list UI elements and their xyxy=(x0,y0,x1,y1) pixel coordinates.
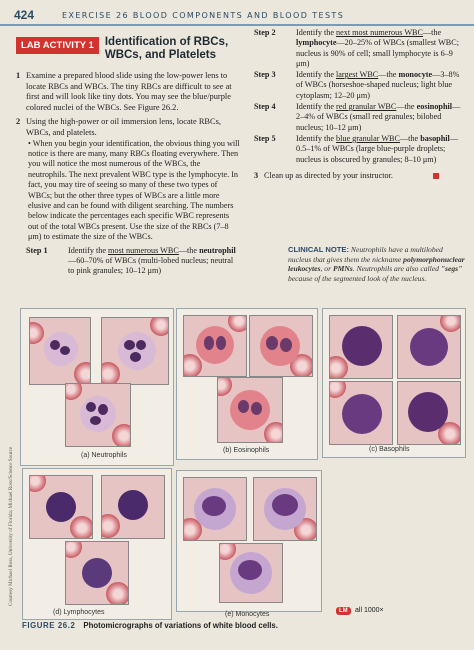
neutrophil-photo xyxy=(101,317,169,385)
substep-label: Step 4 xyxy=(254,102,276,112)
magnification: all 1000× xyxy=(355,607,384,614)
substep-5 xyxy=(254,134,466,165)
header-rule xyxy=(0,24,474,26)
substep-2 xyxy=(254,28,466,69)
substep-text: Identify the red granular WBC—the eosinophil—2–4% of WBCs (small red granules; bilobed nucleus; 10–12 μm) xyxy=(296,102,461,132)
basophil-photo xyxy=(329,315,393,379)
lab-activity-badge: LAB ACTIVITY 1 xyxy=(16,37,99,54)
substep-label: Step 5 xyxy=(254,133,276,143)
lab-activity-heading xyxy=(16,36,241,62)
step-2 xyxy=(16,117,241,138)
clinical-note: CLINICAL NOTE: Neutrophils have a multilobed nucleus that gives them the nickname polymorphonuclear leukocytes, or PMNs. Neutrophils are also called "segs" because of the segmented look of the nucleus. xyxy=(288,245,465,283)
step-text: Examine a prepared blood slide using the low-power lens to locate RBCs and WBCs. The tiny RBCs are difficult to see at first and will look like tiny dots. You may see the blue/purple colored nuclei of the WBCs. See Figure 26.2. xyxy=(26,71,232,112)
panel-caption: (e) Monocytes xyxy=(225,611,270,618)
lymphocyte-photo xyxy=(29,475,93,539)
right-column xyxy=(254,28,466,181)
substep-label: Step 1 xyxy=(26,245,48,255)
lymphocyte-photo xyxy=(65,541,129,605)
step-1 xyxy=(16,71,241,113)
eosinophil-photo xyxy=(249,315,313,377)
photo-credit: Courtesy Michael Ross, University of Florida; Michael Ross/Science Source xyxy=(8,446,14,606)
substep-3 xyxy=(254,70,466,101)
step-text: Clean up as directed by your instructor. xyxy=(264,170,393,180)
eosinophil-photo xyxy=(217,377,283,443)
step-3 xyxy=(254,171,466,182)
panel-caption: (b) Eosinophils xyxy=(223,447,270,454)
eosinophil-photo xyxy=(183,315,247,377)
panel-lymphocytes xyxy=(22,468,172,620)
basophil-photo xyxy=(329,381,393,445)
step-number: 2 xyxy=(16,117,21,127)
panel-caption: (a) Neutrophils xyxy=(81,452,127,459)
substep-label: Step 2 xyxy=(254,28,276,37)
substep-4 xyxy=(254,102,466,133)
substep-text: Identify the blue granular WBC—the basophil—0.5–1% of WBCs (large blue-purple droplets; nucleus is obscured by granules; 8–10 μm) xyxy=(296,133,459,164)
figure-caption xyxy=(22,621,278,630)
figure-label: FIGURE 26.2 xyxy=(22,621,76,630)
bullet-text: When you begin your identification, the obvious thing you will notice is there are many, many RBCs floating everywhere. Then you will notice the most numerous of the WBCs, the neutrophils. The next prevalent WBC type is the lymphocyte. In fact, you may tire of seeing so many of these two types of WBCs; but the other three types of WBCs are a little more elusive and can be found with diligent searching. The numbers below indicate the percentages each specific WBC represents out of the total WBCs present. Use the size of the RBCs (7–8 μm) to estimate the size of the WBCs. xyxy=(28,138,240,242)
panel-neutrophils xyxy=(20,308,174,466)
lm-badge: LM xyxy=(336,607,351,615)
panel-caption: (c) Basophils xyxy=(369,446,410,453)
step-number: 3 xyxy=(254,170,259,180)
left-column xyxy=(16,36,241,277)
identification-bullet: • When you begin your identification, the obvious thing you will notice is there are many, many RBCs floating everywhere. Then you will notice the most numerous of the WBCs, the neutrophils. The next prevalent WBC type is the lymphocyte. In fact, you may tire of seeing so many of these two types of WBCs; but the other three types of WBCs are a little more elusive and can be found with diligent searching. The numbers below indicate the percentages each specific WBC represents out of the total WBCs present. Use the size of the RBCs (7–8 μm) to estimate the size of the WBCs. xyxy=(28,138,240,242)
substep-text: Identify the most numerous WBC—the neutrophil—60–70% of WBCs (multi-lobed nucleus; neutral to pink granules; 10–12 μm) xyxy=(68,245,236,276)
neutrophil-photo xyxy=(65,383,131,447)
page-header xyxy=(0,0,474,30)
step-number: 1 xyxy=(16,71,21,80)
substep-1 xyxy=(26,246,241,277)
basophil-photo xyxy=(397,315,461,379)
substep-text: Identify the largest WBC—the monocyte—3–8% of WBCs (horseshoe-shaped nucleus; light blue cytoplasm; 12–20 μm) xyxy=(296,70,460,100)
monocyte-photo xyxy=(253,477,317,541)
substep-label: Step 3 xyxy=(254,70,276,80)
panel-basophils xyxy=(322,308,466,458)
lymphocyte-photo xyxy=(101,475,165,539)
panel-caption: (d) Lymphocytes xyxy=(53,609,105,616)
neutrophil-photo xyxy=(29,317,91,385)
figure-caption-text: Photomicrographs of variations of white blood cells. xyxy=(83,621,278,630)
clinical-note-label: CLINICAL NOTE: xyxy=(288,245,350,254)
substep-text: Identify the next most numerous WBC—the lymphocyte—20–25% of WBCs (smallest WBC; nucleus is 90% of cell; small lymphocyte is 6–9 μm) xyxy=(296,28,459,68)
page-number: 424 xyxy=(14,8,35,22)
step-text: Using the high-power or oil immersion lens, locate RBCs, WBCs, and platelets. xyxy=(26,117,221,137)
monocyte-photo xyxy=(219,543,283,603)
basophil-photo xyxy=(397,381,461,445)
end-marker xyxy=(433,173,439,179)
lab-activity-title: Identification of RBCs, WBCs, and Platelets xyxy=(104,36,229,61)
running-title: EXERCISE 26 BLOOD COMPONENTS AND BLOOD TESTS xyxy=(62,11,345,20)
panel-eosinophils xyxy=(176,308,318,460)
monocyte-photo xyxy=(183,477,247,541)
panel-monocytes xyxy=(176,470,322,618)
